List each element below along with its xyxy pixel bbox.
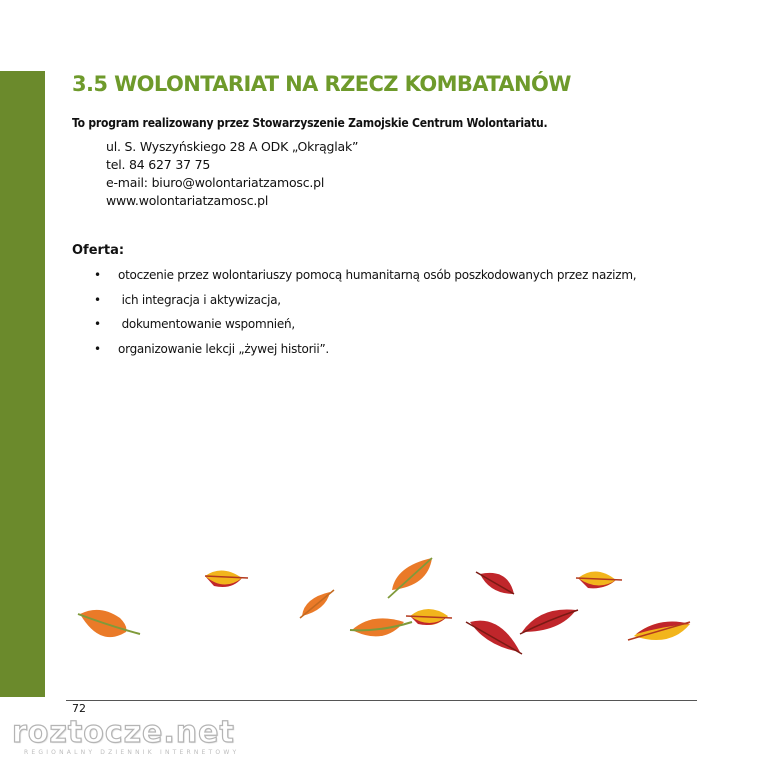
leaf-icon	[628, 622, 690, 640]
bullet-icon: •	[94, 341, 101, 356]
leaf-icon	[78, 610, 140, 637]
list-item-text: organizowanie lekcji „żywej historii”.	[118, 341, 329, 356]
contact-block	[106, 138, 358, 210]
list-item-text: ich integracja i aktywizacja,	[118, 292, 281, 307]
leaf-icon	[406, 609, 452, 625]
list-item-text: dokumentowanie wspomnień,	[118, 317, 295, 331]
section-title: 3.5 WOLONTARIAT NA RZECZ KOMBATANÓW	[72, 72, 571, 96]
bullet-icon: •	[94, 292, 101, 307]
leaf-icon	[476, 572, 514, 594]
intro-text: To program realizowany przez Stowarzyszenie Zamojskie Centrum Wolontariatu.	[72, 116, 548, 130]
leaf-icon	[520, 609, 578, 634]
autumn-leaves-illustration	[0, 540, 768, 660]
bullet-icon: •	[94, 317, 101, 331]
list-item	[94, 317, 636, 342]
list-item	[94, 268, 636, 293]
contact-website: www.wolontariatzamosc.pl	[106, 193, 269, 208]
leaf-icon	[350, 618, 412, 636]
contact-phone: tel. 84 627 37 75	[106, 157, 211, 172]
list-item-text: otoczenie przez wolontariuszy pomocą humanitarną osób poszkodowanych przez nazizm,	[118, 268, 637, 282]
leaf-icon	[205, 570, 248, 587]
offer-heading: Oferta:	[72, 243, 125, 258]
leaf-icon	[466, 621, 522, 654]
list-item	[94, 293, 636, 318]
footer-divider	[66, 700, 697, 701]
contact-email: e-mail: biuro@wolontariatzamosc.pl	[106, 175, 325, 190]
watermark-tagline: REGIONALNY DZIENNIK INTERNETOWY	[24, 749, 240, 756]
offer-list	[94, 268, 636, 366]
list-item	[94, 342, 636, 367]
contact-address: ul. S. Wyszyńskiego 28 A ODK „Okrąglak”	[106, 139, 359, 154]
leaf-icon	[388, 558, 432, 598]
leaf-icon	[576, 571, 622, 588]
watermark-name: roztocze.net	[12, 715, 235, 750]
page-number: 72	[72, 702, 86, 715]
bullet-icon: •	[94, 268, 101, 282]
leaf-icon	[300, 590, 334, 618]
watermark	[12, 715, 240, 756]
